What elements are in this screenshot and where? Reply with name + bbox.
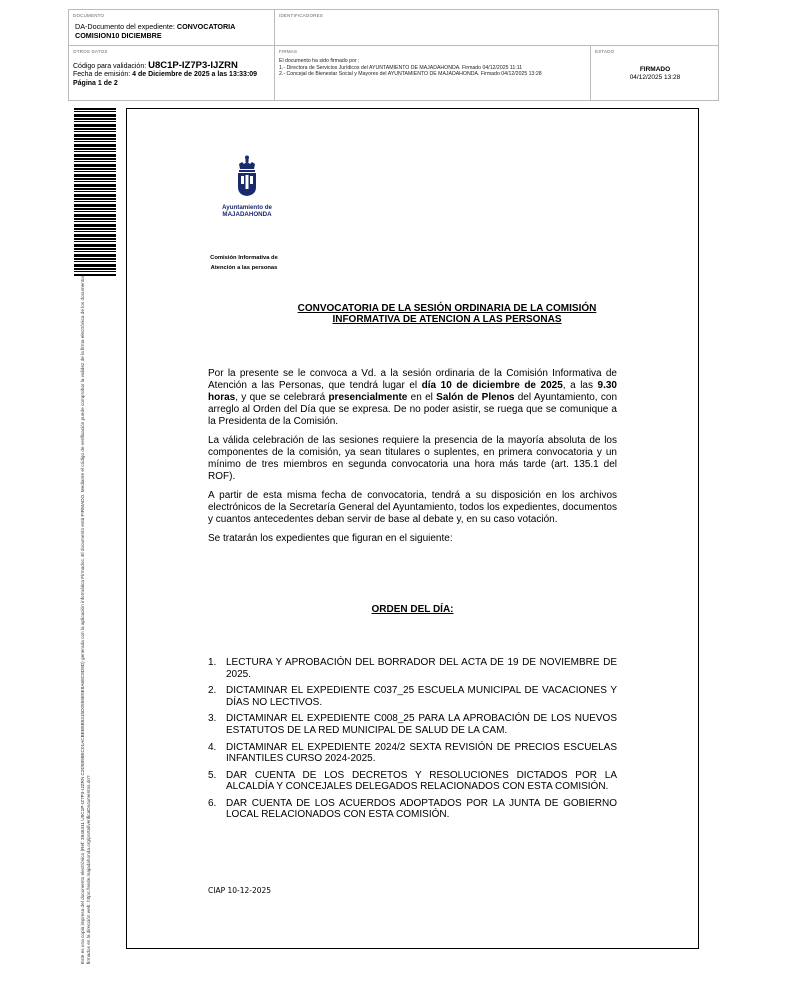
firma-2: 2.- Concejal de Bienestar Social y Mayores del AYUNTAMIENTO DE MAJADAHONDA. Firmado 04/12/2025 13:28 (279, 71, 542, 78)
agenda-list (208, 657, 617, 826)
paragraph-4: Se tratarán los expedientes que figuran en el siguiente: (208, 533, 453, 544)
estado-cell (591, 46, 719, 101)
estado-label: ESTADO (595, 49, 615, 54)
validation-code[interactable]: U8C1P-IZ7P3-IJZRN (148, 60, 238, 71)
estado-date: 04/12/2025 13:28 (629, 74, 681, 81)
firma-1: 1.- Directora de Servicios Jurídicos del AYUNTAMIENTO DE MAJADAHONDA. Firmado 04/12/2025 11:11 (279, 64, 523, 71)
footer-reference: CIAP 10-12-2025 (208, 886, 272, 895)
agenda-item: 4. DICTAMINAR EL EXPEDIENTE 2024/2 SEXTA REVISIÓN DE PRECIOS ESCUELAS INFANTILES CURSO 2024-2025. (208, 741, 617, 765)
otros-datos-values: Código para validación: U8C1P-IZ7P3-IJZRN Fecha de emisión: 4 de Diciembre de 2025 a las 13:33:09 Página 1 de 2 (73, 60, 258, 87)
documento-label: DOCUMENTO (73, 13, 105, 18)
comision-name: Comisión Informativa de Atención a las personas (210, 255, 278, 271)
convocatoria-body (208, 368, 617, 552)
documento-value: DA-Documento del expediente: CONVOCATORIA COMISION10 DICIEMBRE (75, 22, 236, 40)
crown-shield-icon (236, 155, 258, 197)
page-count: Página 1 de 2 (73, 79, 118, 87)
agenda-item: 6. DAR CUENTA DE LOS ACUERDOS ADOPTADOS POR LA JUNTA DE GOBIERNO LOCAL RELACIONADOS CON ESTA COMISIÓN. (208, 797, 617, 821)
paragraph-3: A partir de esta misma fecha de convocatoria, tendrá a su disposición en los archivos electrónicos de la Secretaría General del Ayuntamiento, todos los expedientes, documentos y cuantos antecedentes deban servir de base al debate y, en su caso votación. (208, 490, 617, 525)
paragraph-1: Por la presente se le convoca a Vd. a la sesión ordinaria de la Comisión Informativa de Atención a las Personas, que tendrá lugar el día 10 de diciembre de 2025, a las 9.30 horas, y que se celebrará presencialmente en el Salón de Plenos del Ayuntamiento, con arreglo al Orden del Día que se expresa. De no poder asistir, se ruega que se comunique a la Presidenta de la Comisión. (208, 368, 617, 427)
otros-datos-label: OTROS DATOS (73, 49, 108, 54)
identificadores-cell (275, 10, 719, 46)
issue-date: 4 de Diciembre de 2025 a las 13:33:09 (132, 71, 258, 79)
identificadores-label: IDENTIFICADORES (279, 13, 324, 18)
agenda-item: 3. DICTAMINAR EL EXPEDIENTE C008_25 PARA LA APROBACIÓN DE LOS NUEVOS ESTATUTOS DE LA RED MUNICIPAL DE SALUD DE LA CAM. (208, 713, 617, 736)
logo-line2: MAJADAHONDA (222, 211, 272, 218)
documento-cell (69, 10, 275, 46)
orden-del-dia-title: ORDEN DEL DÍA: (371, 604, 454, 615)
council-logo (212, 155, 282, 218)
otros-datos-cell (69, 46, 275, 101)
signature-header (68, 9, 719, 101)
agenda-item: 1. LECTURA Y APROBACIÓN DEL BORRADOR DEL ACTA DE 19 DE NOVIEMBRE DE 2025. (208, 657, 617, 680)
firmas-label: FIRMAS (279, 49, 298, 54)
firmas-cell (275, 46, 591, 101)
agenda-item: 5. DAR CUENTA DE LOS DECRETOS Y RESOLUCIONES DICTADOS POR LA ALCALDÍA Y CONCEJALES DELEGADOS RELACIONADOS CON ESTA COMISIÓN. (208, 769, 617, 793)
estado-value (591, 66, 719, 82)
firmas-list: El documento ha sido firmado por : 1.- Directora de Servicios Jurídicos del AYUNTAMIENTO DE MAJADAHONDA. Firmado 04/12/2025 11:11 2.- Concejal de Bienestar Social y Mayores del AYUNTAMIENTO DE MAJADAHONDA. Firmado 04/12/2025 13:28 (279, 58, 542, 78)
page-title: CONVOCATORIA DE LA SESIÓN ORDINARIA DE LA COMISIÓN INFORMATIVA DE ATENCION A LAS PERSONAS (297, 303, 597, 325)
agenda-item: 2. DICTAMINAR EL EXPEDIENTE C037_25 ESCUELA MUNICIPAL DE VACACIONES Y DÍAS NO LECTIVOS. (208, 685, 617, 708)
paragraph-2: La válida celebración de las sesiones requiere la presencia de la mayoría absoluta de los componentes de la comisión, ya sean titulares o suplentes, en primera convocatoria y un mínimo de tres miembros en segunda convocatoria una hora más tarde (art. 135.1 del ROF). (208, 435, 617, 482)
logo-line1: Ayuntamiento de (222, 204, 272, 211)
barcode-image (74, 108, 116, 276)
status-badge: FIRMADO (639, 66, 671, 73)
verification-side-text: Este es una copia impresa del documento electrónico (Ref: 3946311 U8C1P-IZ7P3-IJZRN C2D5898EC01ACBEB5B5315D0555E5E8A68C9D9D) generada con la aplicación informática Firmadoc. El documento está FIRMADO. Mediante el código de verificación puede comprobar la validez de la firma electrónica de los documentos firmados en la dirección web: https://sede.majadahonda.org/portal/verificaDocumentos.do? (80, 274, 91, 964)
document-page (126, 108, 699, 949)
